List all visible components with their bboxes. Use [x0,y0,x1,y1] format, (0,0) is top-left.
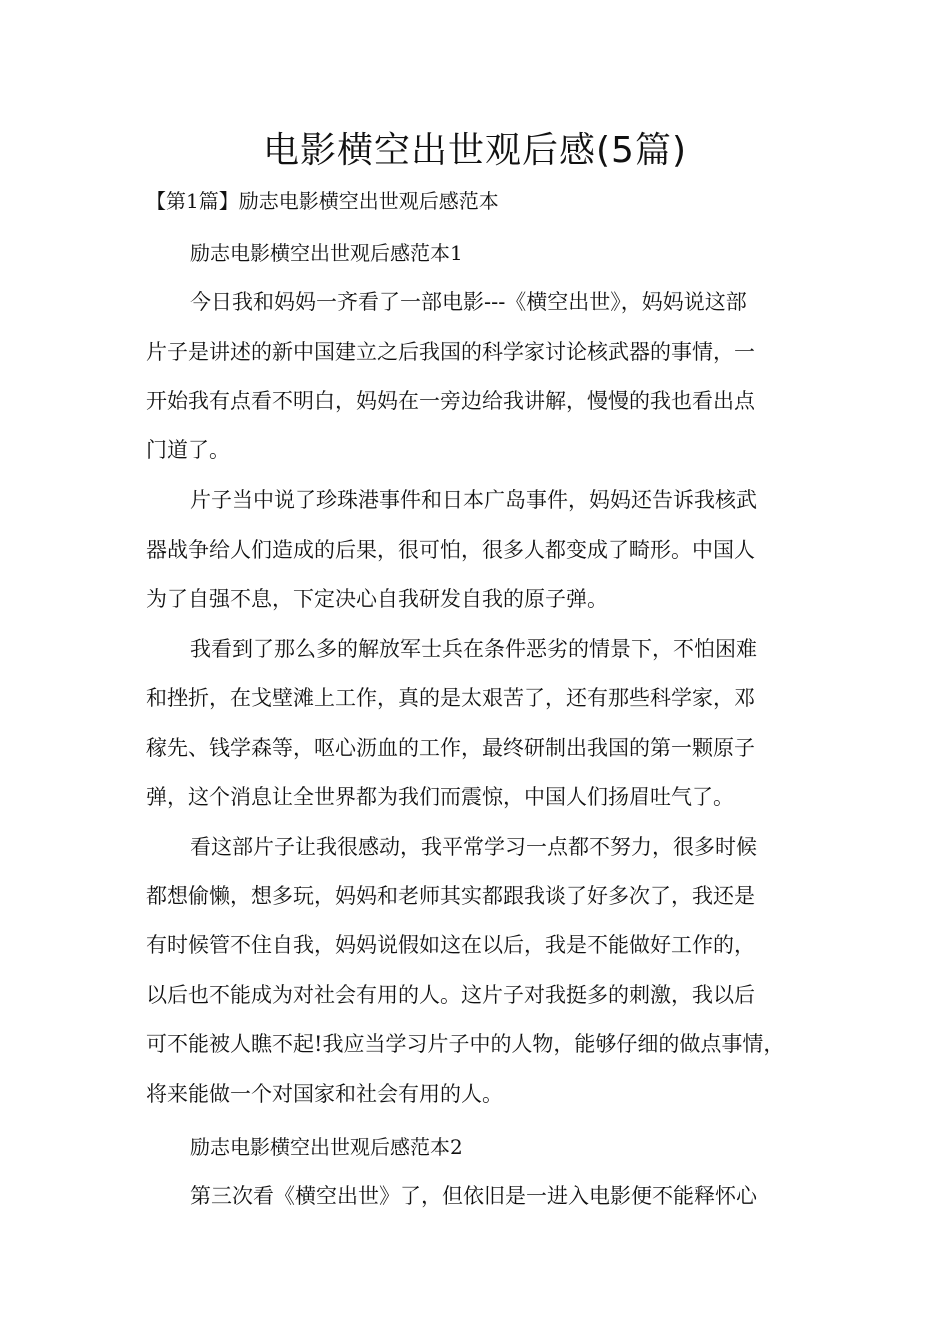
paragraph-3-line-3: 稼先、钱学森等，呕心沥血的工作，最终研制出我国的第一颗原子 [146,736,755,760]
paragraph-2-line-2: 器战争给人们造成的后果，很可怕，很多人都变成了畸形。中国人 [146,538,755,562]
paragraph-2-line-3: 为了自强不息，下定决心自我研发自我的原子弹。 [146,587,608,611]
subheading-2: 励志电影横空出世观后感范本2 [190,1135,463,1159]
paragraph-4-line-6: 将来能做一个对国家和社会有用的人。 [146,1082,503,1106]
paragraph-2-line-1: 片子当中说了珍珠港事件和日本广岛事件，妈妈还告诉我核武 [190,488,757,512]
subheading-1: 励志电影横空出世观后感范本1 [190,241,463,265]
paragraph-1-line-1: 今日我和妈妈一齐看了一部电影---《横空出世》，妈妈说这部 [190,290,747,314]
paragraph-4-line-5: 可不能被人瞧不起!我应当学习片子中的人物，能够仔细的做点事情， [146,1032,785,1056]
paragraph-3-line-2: 和挫折，在戈壁滩上工作，真的是太艰苦了，还有那些科学家，邓 [146,686,755,710]
paragraph-3-line-1: 我看到了那么多的解放军士兵在条件恶劣的情景下，不怕困难 [190,637,757,661]
paragraph-4-line-2: 都想偷懒，想多玩，妈妈和老师其实都跟我谈了好多次了，我还是 [146,884,755,908]
paragraph-1-line-2: 片子是讲述的新中国建立之后我国的科学家讨论核武器的事情，一 [146,340,755,364]
paragraph-4-line-1: 看这部片子让我很感动，我平常学习一点都不努力，很多时候 [190,835,757,859]
paragraph-3-line-4: 弹，这个消息让全世界都为我们而震惊，中国人们扬眉吐气了。 [146,785,734,809]
paragraph-1-line-4: 门道了。 [146,438,230,462]
paragraph-4-line-3: 有时候管不住自我，妈妈说假如这在以后，我是不能做好工作的， [146,933,755,957]
paragraph-5-line-1: 第三次看《横空出世》了，但依旧是一进入电影便不能释怀心 [190,1184,757,1208]
document-title: 电影横空出世观后感(5篇) [263,130,687,171]
paragraph-1-line-3: 开始我有点看不明白，妈妈在一旁边给我讲解，慢慢的我也看出点 [146,389,755,413]
paragraph-4-line-4: 以后也不能成为对社会有用的人。这片子对我挺多的刺激，我以后 [146,983,755,1007]
section-heading: 【第1篇】励志电影横空出世观后感范本 [146,189,499,213]
